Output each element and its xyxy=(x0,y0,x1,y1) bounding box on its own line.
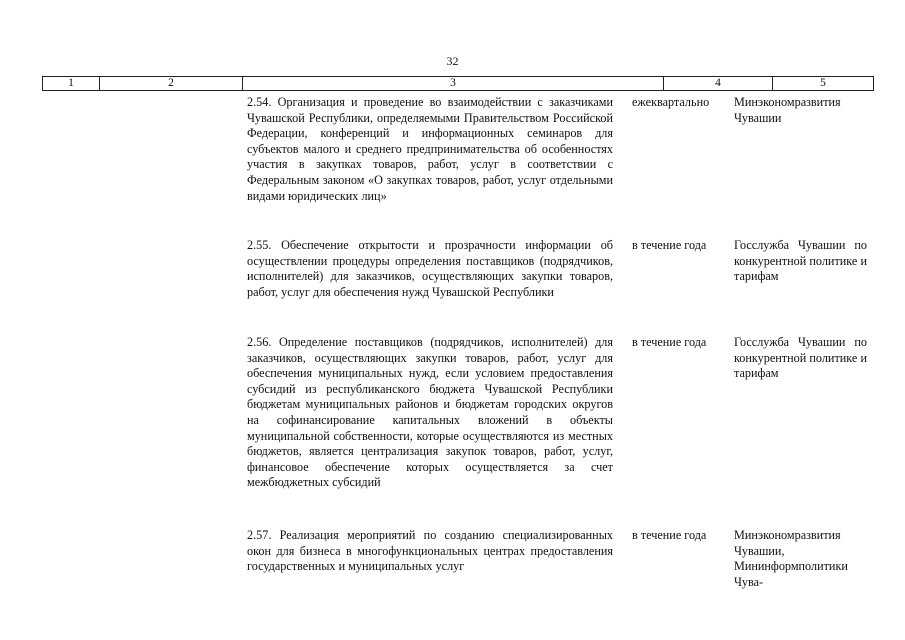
period-cell: ежеквартально xyxy=(632,95,710,109)
measure-text: 2.56. Определение поставщиков (подрядчиков, исполнителей) для заказчиков, осуществляющих закупки товаров, работ, услуг для обеспечения муниципальных нужд, если условием предоставления субсидий из республиканского бюджета Чувашской Республики бюджетам муниципальных районов и бюджетам городских округов на софинансирование капитальных вложений в объекты муниципальной собственности, которые осуществляются из местных бюджетов, является централизация закупок товаров, работ, услуг, финансовое обеспечение которых осуществляется за счет межбюджетных субсидий xyxy=(247,335,613,490)
period-cell: в течение года xyxy=(632,335,707,349)
table-header-row xyxy=(42,76,874,91)
column-header-4: 4 xyxy=(663,77,772,90)
column-header-1: 1 xyxy=(42,77,99,90)
measure-text: 2.55. Обеспечение открытости и прозрачности информации об осуществлении процедуры определения поставщиков (подрядчиков, исполнителей) для заказчиков, осуществляющих закупки товаров, работ, услуг для обеспечения нужд Чувашской Республики xyxy=(247,238,613,299)
responsible-cell: Минэкономразвития Чувашии, Мининформполитики Чува- xyxy=(734,528,848,589)
period-cell: в течение года xyxy=(632,238,707,252)
period-cell: в течение года xyxy=(632,528,707,542)
column-header-2: 2 xyxy=(99,77,242,90)
measure-text: 2.57. Реализация мероприятий по созданию специализированных окон для бизнеса в многофункциональных центрах предоставления государственных и муниципальных услуг xyxy=(247,528,613,574)
column-header-5: 5 xyxy=(772,77,874,90)
page-number: 32 xyxy=(446,54,459,68)
column-header-3: 3 xyxy=(242,77,663,90)
measure-text: 2.54. Организация и проведение во взаимодействии с заказчиками Чувашской Республики, определяемыми Правительством Российской Федерации, конференций и информационных семинаров для субъектов малого и среднего предпринимательства об особенностях участия в закупках товаров, работ, услуг в соответствии с Федеральным законом «О закупках товаров, работ, услуг отдельными видами юридических лиц» xyxy=(247,95,613,203)
responsible-cell: Госслужба Чувашии по конкурентной политике и тарифам xyxy=(734,335,867,381)
responsible-cell: Госслужба Чувашии по конкурентной политике и тарифам xyxy=(734,238,867,284)
responsible-cell: Минэкономразвития Чувашии xyxy=(734,95,841,125)
